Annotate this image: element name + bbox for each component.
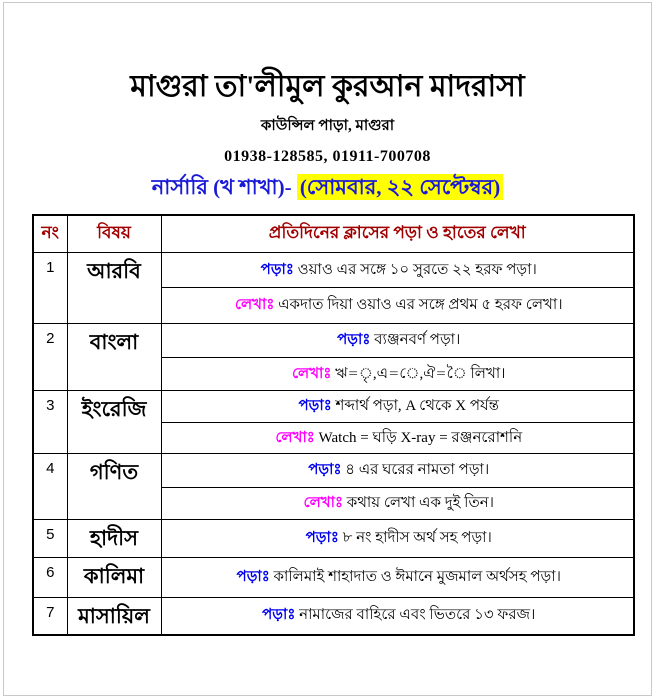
- write-label: লেখাঃ: [275, 429, 315, 446]
- write-label: লেখাঃ: [303, 495, 343, 511]
- read-cell: [161, 558, 634, 598]
- write-cell: [161, 423, 634, 454]
- subject-cell: হাদীস: [67, 520, 161, 558]
- subject-cell: কালিমা: [67, 558, 161, 598]
- read-label: পড়াঃ: [298, 398, 332, 414]
- read-text: ৪ এর ঘরের নামতা পড়া।: [345, 462, 490, 478]
- read-text: ওয়াও এর সঙ্গে ১০ সুরতে ২২ হরফ পড়া।: [297, 261, 537, 278]
- read-label: পড়াঃ: [260, 261, 294, 278]
- row-number: 5: [33, 520, 67, 558]
- read-cell: [161, 391, 634, 423]
- subject-cell: আরবি: [67, 253, 161, 324]
- document-page: [3, 2, 652, 696]
- read-text: ব্যঞ্জনবর্ণ পড়া।: [374, 332, 461, 348]
- class-line: [4, 173, 651, 201]
- row-number: 1: [33, 253, 67, 324]
- read-text: নামাজের বাহিরে এবং ভিতরে ১৩ ফরজ।: [299, 607, 536, 624]
- table-row: [33, 520, 634, 558]
- subject-cell: ইংরেজি: [67, 391, 161, 454]
- write-text: কথায় লেখা এক দুই তিন।: [346, 495, 495, 511]
- write-text: একদাত দিয়া ওয়াও এর সঙ্গে প্রথম ৫ হরফ লেখা।: [278, 297, 563, 313]
- page-content: [4, 3, 651, 636]
- table-row: [33, 324, 634, 358]
- row-number: 4: [33, 454, 67, 520]
- read-label: পড়াঃ: [337, 332, 371, 348]
- read-cell: [161, 520, 634, 558]
- read-cell: [161, 598, 634, 635]
- row-number: 2: [33, 324, 67, 391]
- read-label: পড়াঃ: [308, 462, 342, 478]
- write-text: ঋ=ৃ,এ=ে,ঐ=ৈ লিখা।: [335, 365, 506, 382]
- phone-numbers: 01938-128585, 01911-700708: [224, 148, 431, 165]
- table-row: [33, 454, 634, 488]
- table-row: [33, 253, 634, 288]
- table-row: [33, 598, 634, 635]
- read-text: ৮ নং হাদীস অর্থ সহ পড়া।: [342, 530, 492, 546]
- header-no: নং: [33, 215, 67, 253]
- write-label: লেখাঃ: [234, 297, 275, 313]
- table-row: [33, 391, 634, 423]
- row-number: 3: [33, 391, 67, 454]
- subject-cell: গণিত: [67, 454, 161, 520]
- read-label: পড়াঃ: [305, 530, 339, 546]
- read-cell: [161, 454, 634, 488]
- write-cell: [161, 358, 634, 391]
- table-header-row: [33, 215, 634, 253]
- write-text: Watch = ঘড়ি X-ray = রঞ্জনরোশনি: [318, 429, 523, 446]
- header-subject: বিষয়: [67, 215, 161, 253]
- row-number: 7: [33, 598, 67, 635]
- address-line: কাউন্সিল পাড়া, মাগুরা: [260, 118, 395, 134]
- read-text: শব্দার্থ পড়া, A থেকে X পর্যন্ত: [335, 398, 500, 414]
- read-label: পড়াঃ: [236, 569, 270, 585]
- write-cell: [161, 288, 634, 324]
- row-number: 6: [33, 558, 67, 598]
- class-date-highlight: (সোমবার, ২২ সেপ্টেম্বর): [297, 174, 503, 200]
- header-lesson: প্রতিদিনের ক্লাসের পড়া ও হাতের লেখা: [161, 215, 634, 253]
- lessons-table: [32, 214, 635, 636]
- read-label: পড়াঃ: [262, 607, 296, 624]
- read-cell: [161, 324, 634, 358]
- write-label: লেখাঃ: [291, 365, 332, 382]
- table-row: [33, 558, 634, 598]
- subject-cell: বাংলা: [67, 324, 161, 391]
- read-text: কালিমাই শাহাদাত ও ঈমানে মুজমাল অর্থসহ পড়া।: [273, 569, 561, 585]
- write-cell: [161, 488, 634, 520]
- read-cell: [161, 253, 634, 288]
- madrasa-title: মাগুরা তা'লীমুল কুরআন মাদরাসা: [130, 70, 525, 103]
- class-name: নার্সারি (খ শাখা)-: [151, 175, 292, 199]
- subject-cell: মাসায়িল: [67, 598, 161, 635]
